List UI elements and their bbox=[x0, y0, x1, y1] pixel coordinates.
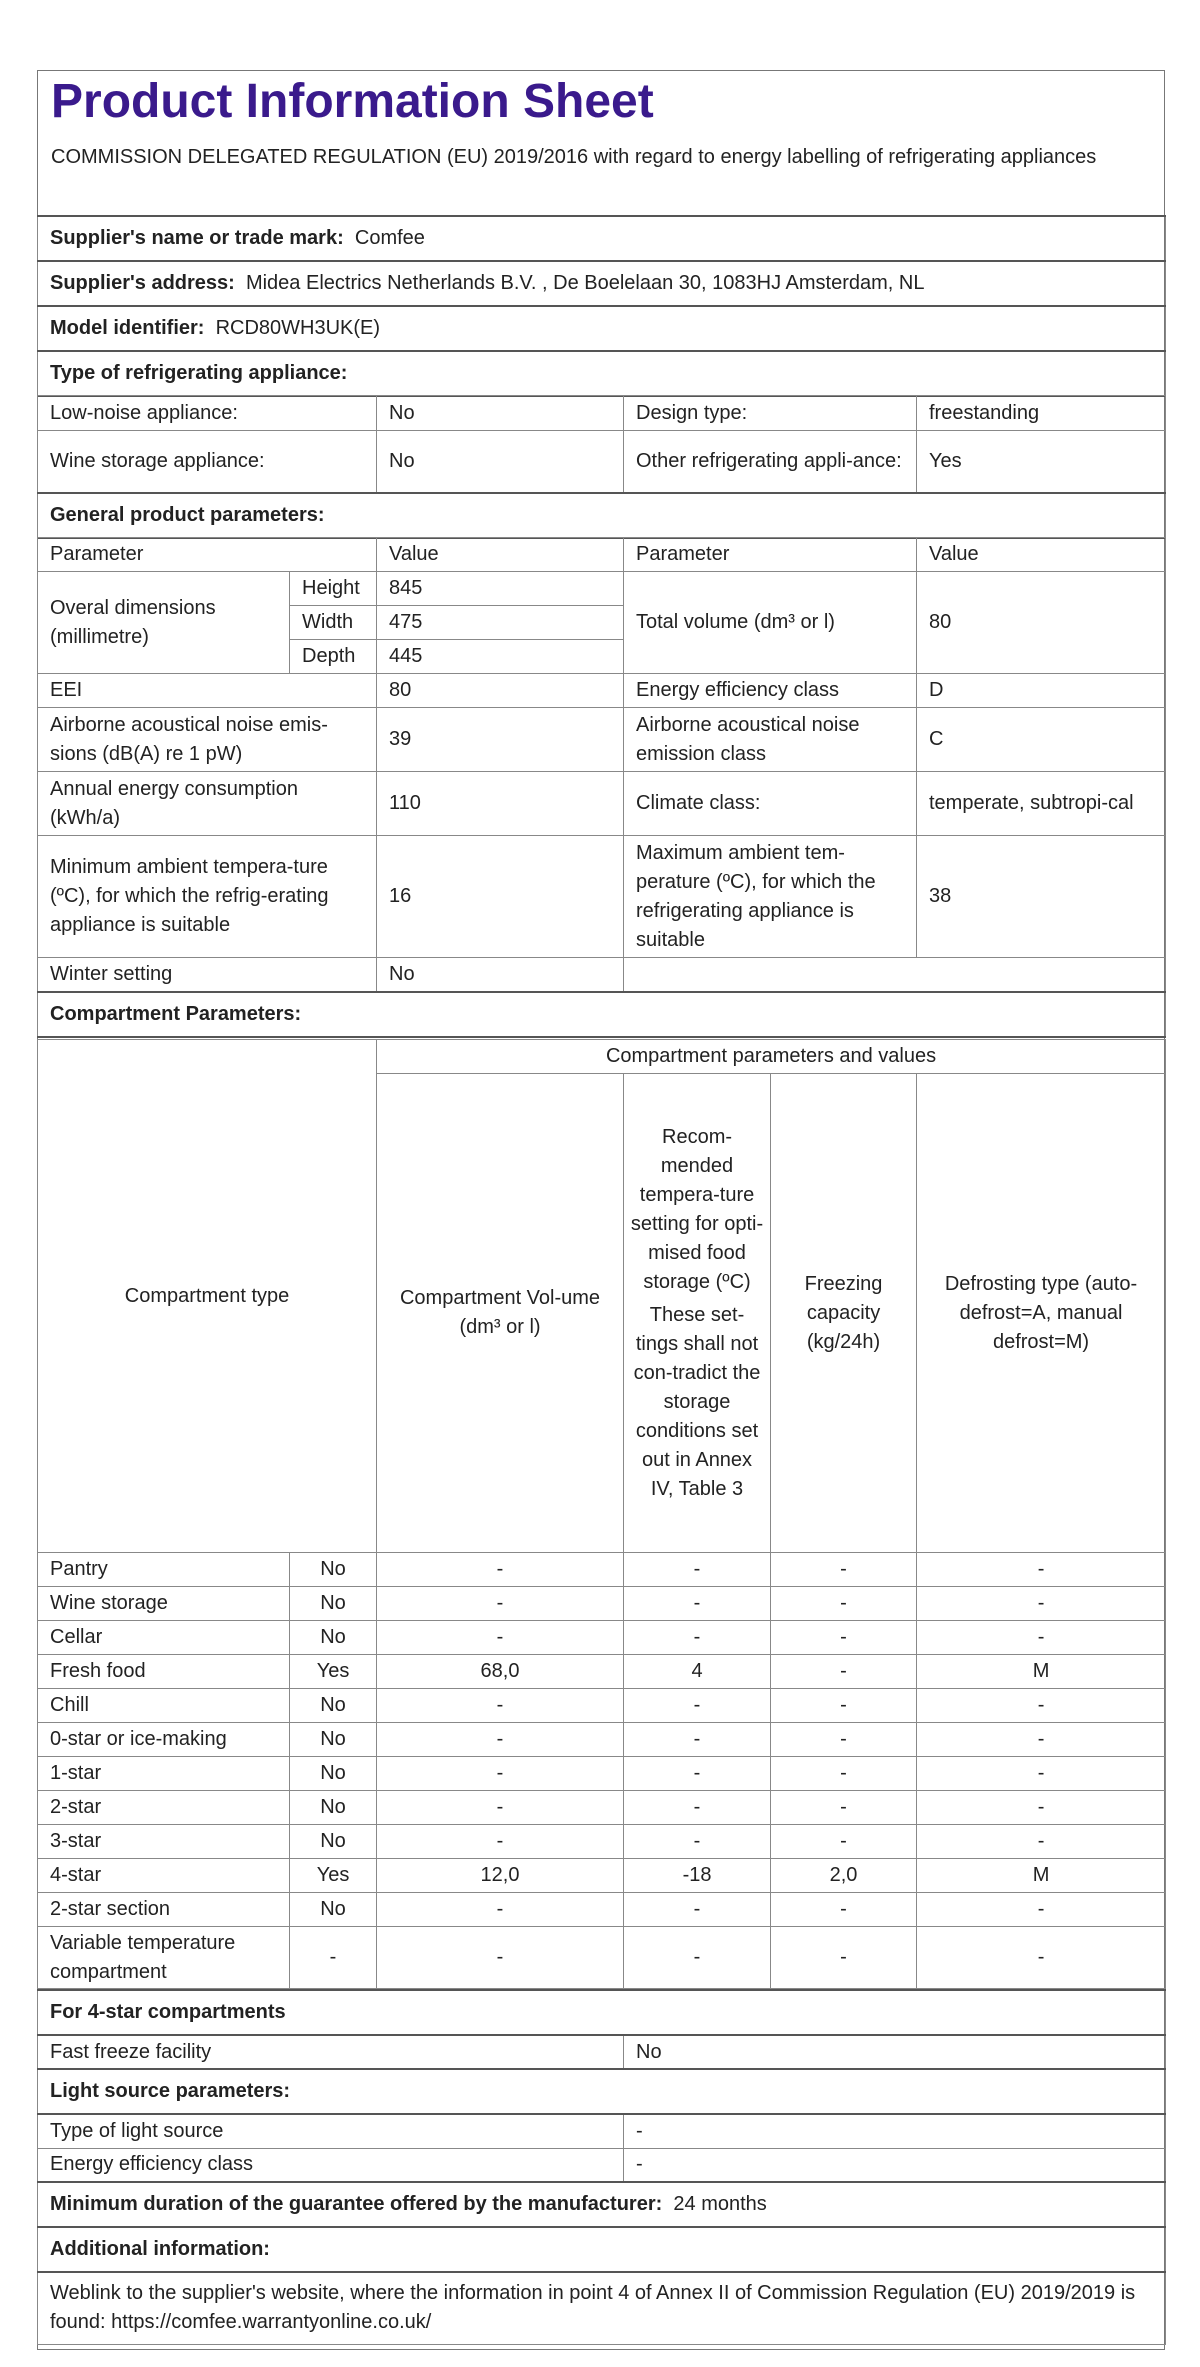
compartment-volume: - bbox=[377, 1791, 624, 1825]
type-heading: Type of refrigerating appliance: bbox=[38, 351, 1166, 396]
compartment-temp: - bbox=[624, 1621, 771, 1655]
compartment-temp: - bbox=[624, 1689, 771, 1723]
compartment-temp: - bbox=[624, 1553, 771, 1587]
compartment-temp: - bbox=[624, 1587, 771, 1621]
compartment-defrost: - bbox=[917, 1893, 1166, 1927]
address-row bbox=[38, 261, 1166, 306]
low-noise-label: Low-noise appliance: bbox=[38, 396, 377, 431]
compartment-present: No bbox=[290, 1757, 377, 1791]
compartment-temp: - bbox=[624, 1757, 771, 1791]
value-header-2: Value bbox=[917, 538, 1166, 572]
compartment-present: No bbox=[290, 1723, 377, 1757]
supplier-table bbox=[37, 215, 1166, 397]
compartment-temp: - bbox=[624, 1825, 771, 1859]
param-header: Parameter bbox=[38, 538, 377, 572]
noise-label: Airborne acoustical noise emis-sions (dB(A) re 1 pW) bbox=[38, 708, 377, 772]
other-appliance-value: Yes bbox=[917, 431, 1166, 493]
depth-value: 445 bbox=[377, 640, 624, 674]
noise-class-value: C bbox=[917, 708, 1166, 772]
compartment-defrost: M bbox=[917, 1859, 1166, 1893]
eec-label: Energy efficiency class bbox=[624, 674, 917, 708]
guarantee-row bbox=[38, 2182, 1166, 2227]
total-volume-label: Total volume (dm³ or l) bbox=[624, 572, 917, 674]
compartment-present: Yes bbox=[290, 1655, 377, 1689]
compartment-name: 1-star bbox=[38, 1757, 290, 1791]
climate-value: temperate, subtropi-cal bbox=[917, 772, 1166, 836]
compartment-present: No bbox=[290, 1689, 377, 1723]
compartment-freezing: - bbox=[771, 1689, 917, 1723]
address-label: Supplier's address: bbox=[50, 272, 235, 294]
compartment-name: Cellar bbox=[38, 1621, 290, 1655]
fast-freeze-value: No bbox=[624, 2035, 1166, 2069]
design-type-label: Design type: bbox=[624, 396, 917, 431]
height-value: 845 bbox=[377, 572, 624, 606]
compartment-freezing: - bbox=[771, 1723, 917, 1757]
compartment-name: Pantry bbox=[38, 1553, 290, 1587]
other-appliance-label: Other refrigerating appli-ance: bbox=[624, 431, 917, 493]
temp-header-title: Recom-mended tempera-ture setting for opti-mised food storage (ºC) bbox=[630, 1125, 764, 1293]
compartment-row bbox=[38, 1927, 1166, 1989]
width-label: Width bbox=[290, 606, 377, 640]
compartment-name: Variable temperature compartment bbox=[38, 1927, 290, 1989]
compartment-volume: 68,0 bbox=[377, 1655, 624, 1689]
compartment-defrost: - bbox=[917, 1757, 1166, 1791]
eec-value: D bbox=[917, 674, 1166, 708]
guarantee-value: 24 months bbox=[673, 2193, 767, 2215]
min-temp-label: Minimum ambient tempera-ture (ºC), for which the refrig-erating appliance is suitable bbox=[38, 836, 377, 958]
winter-value: No bbox=[377, 958, 624, 992]
general-parameters-table bbox=[37, 537, 1166, 1038]
depth-label: Depth bbox=[290, 640, 377, 674]
compartment-present: No bbox=[290, 1587, 377, 1621]
model-row bbox=[38, 306, 1166, 351]
low-noise-value: No bbox=[377, 396, 624, 431]
compartment-freezing: - bbox=[771, 1587, 917, 1621]
compartment-row bbox=[38, 1825, 1166, 1859]
winter-label: Winter setting bbox=[38, 958, 377, 992]
supplier-value: Comfee bbox=[354, 227, 425, 249]
footer-table bbox=[37, 1989, 1166, 2345]
compartment-volume: - bbox=[377, 1587, 624, 1621]
compartment-row bbox=[38, 1859, 1166, 1893]
compartment-temp: - bbox=[624, 1791, 771, 1825]
compartment-freezing: - bbox=[771, 1927, 917, 1989]
additional-heading: Additional information: bbox=[38, 2227, 1166, 2272]
compartment-freezing: - bbox=[771, 1893, 917, 1927]
compartment-name: 2-star bbox=[38, 1791, 290, 1825]
compartment-name: 3-star bbox=[38, 1825, 290, 1859]
compartment-rows bbox=[38, 1553, 1166, 1989]
compartment-defrost: - bbox=[917, 1825, 1166, 1859]
design-type-value: freestanding bbox=[917, 396, 1166, 431]
compartment-row bbox=[38, 1553, 1166, 1587]
compartment-name: Wine storage bbox=[38, 1587, 290, 1621]
weblink-text: Weblink to the supplier's website, where the information in point 4 of Annex II of Commission Regulation (EU) 2019/2019 is found: https://comfee.warrantyonline.co.uk/ bbox=[38, 2272, 1166, 2344]
compartment-present: No bbox=[290, 1621, 377, 1655]
compartment-row bbox=[38, 1689, 1166, 1723]
compartment-freezing: - bbox=[771, 1791, 917, 1825]
max-temp-label: Maximum ambient tem-perature (ºC), for which the refrigerating appliance is suitable bbox=[624, 836, 917, 958]
dimensions-label: Overal dimensions (millimetre) bbox=[38, 572, 290, 674]
compartment-type-header: Compartment type bbox=[38, 1040, 377, 1553]
compartment-present: No bbox=[290, 1893, 377, 1927]
compartment-row bbox=[38, 1757, 1166, 1791]
compartment-temp: - bbox=[624, 1927, 771, 1989]
compartment-defrost: - bbox=[917, 1927, 1166, 1989]
compartment-volume: - bbox=[377, 1723, 624, 1757]
compartment-name: 4-star bbox=[38, 1859, 290, 1893]
height-label: Height bbox=[290, 572, 377, 606]
compartment-name: Fresh food bbox=[38, 1655, 290, 1689]
address-value: Midea Electrics Netherlands B.V. , De Boelelaan 30, 1083HJ Amsterdam, NL bbox=[245, 272, 925, 294]
light-eec-value: - bbox=[624, 2148, 1166, 2182]
compartment-temp: -18 bbox=[624, 1859, 771, 1893]
light-eec-label: Energy efficiency class bbox=[38, 2148, 624, 2182]
freezing-header: Freezing capacity (kg/24h) bbox=[771, 1074, 917, 1553]
compartment-defrost: - bbox=[917, 1689, 1166, 1723]
compartment-defrost: - bbox=[917, 1791, 1166, 1825]
compartment-heading: Compartment Parameters: bbox=[38, 992, 1166, 1037]
max-temp-value: 38 bbox=[917, 836, 1166, 958]
supplier-row bbox=[38, 216, 1166, 261]
model-value: RCD80WH3UK(E) bbox=[215, 317, 381, 339]
regulation-subtitle: COMMISSION DELEGATED REGULATION (EU) 2019/2016 with regard to energy labelling of refrigerating appliances bbox=[51, 146, 1097, 168]
compartment-row bbox=[38, 1587, 1166, 1621]
compartment-name: Chill bbox=[38, 1689, 290, 1723]
compartment-present: No bbox=[290, 1825, 377, 1859]
temp-header bbox=[624, 1074, 771, 1553]
width-value: 475 bbox=[377, 606, 624, 640]
eei-label: EEI bbox=[38, 674, 377, 708]
guarantee-label: Minimum duration of the guarantee offered by the manufacturer: bbox=[50, 2193, 663, 2215]
compartment-volume: - bbox=[377, 1825, 624, 1859]
climate-label: Climate class: bbox=[624, 772, 917, 836]
compartment-row bbox=[38, 1723, 1166, 1757]
light-type-label: Type of light source bbox=[38, 2114, 624, 2148]
compartment-defrost: - bbox=[917, 1621, 1166, 1655]
compartment-freezing: - bbox=[771, 1621, 917, 1655]
param-header-2: Parameter bbox=[624, 538, 917, 572]
page-title: Product Information Sheet bbox=[51, 75, 654, 128]
supplier-label: Supplier's name or trade mark: bbox=[50, 227, 344, 249]
compartment-volume: - bbox=[377, 1757, 624, 1791]
compartment-present: - bbox=[290, 1927, 377, 1989]
eei-value: 80 bbox=[377, 674, 624, 708]
value-header: Value bbox=[377, 538, 624, 572]
volume-header: Compartment Vol-ume (dm³ or l) bbox=[377, 1074, 624, 1553]
appliance-type-table bbox=[37, 395, 1166, 539]
compartment-freezing: 2,0 bbox=[771, 1859, 917, 1893]
compartment-volume: - bbox=[377, 1553, 624, 1587]
compartment-freezing: - bbox=[771, 1655, 917, 1689]
compartment-row bbox=[38, 1791, 1166, 1825]
light-heading: Light source parameters: bbox=[38, 2069, 1166, 2114]
wine-storage-label: Wine storage appliance: bbox=[38, 431, 377, 493]
compartment-temp: - bbox=[624, 1893, 771, 1927]
empty-cell bbox=[624, 958, 1166, 992]
noise-class-label: Airborne acoustical noise emission class bbox=[624, 708, 917, 772]
model-label: Model identifier: bbox=[50, 317, 205, 339]
compartment-freezing: - bbox=[771, 1757, 917, 1791]
compartment-row bbox=[38, 1893, 1166, 1927]
compartment-temp: - bbox=[624, 1723, 771, 1757]
aec-value: 110 bbox=[377, 772, 624, 836]
compartment-name: 0-star or ice-making bbox=[38, 1723, 290, 1757]
compartment-row bbox=[38, 1655, 1166, 1689]
compartment-volume: - bbox=[377, 1893, 624, 1927]
aec-label: Annual energy consumption (kWh/a) bbox=[38, 772, 377, 836]
compartment-temp: 4 bbox=[624, 1655, 771, 1689]
compartment-freezing: - bbox=[771, 1553, 917, 1587]
light-type-value: - bbox=[624, 2114, 1166, 2148]
compartment-freezing: - bbox=[771, 1825, 917, 1859]
fast-freeze-label: Fast freeze facility bbox=[38, 2035, 624, 2069]
min-temp-value: 16 bbox=[377, 836, 624, 958]
compartment-table bbox=[37, 1039, 1166, 1989]
four-star-heading: For 4-star compartments bbox=[38, 1990, 1166, 2035]
compartment-defrost: - bbox=[917, 1553, 1166, 1587]
compartment-volume: - bbox=[377, 1621, 624, 1655]
compartment-present: No bbox=[290, 1553, 377, 1587]
wine-storage-value: No bbox=[377, 431, 624, 493]
compartment-defrost: - bbox=[917, 1587, 1166, 1621]
defrost-header: Defrosting type (auto-defrost=A, manual defrost=M) bbox=[917, 1074, 1166, 1553]
temp-header-note: These set-tings shall not con-tradict the storage conditions set out in Annex IV, Table 3 bbox=[633, 1303, 761, 1500]
compartment-volume: - bbox=[377, 1689, 624, 1723]
total-volume-value: 80 bbox=[917, 572, 1166, 674]
compartment-row bbox=[38, 1621, 1166, 1655]
compartment-defrost: M bbox=[917, 1655, 1166, 1689]
compartment-defrost: - bbox=[917, 1723, 1166, 1757]
compartment-present: No bbox=[290, 1791, 377, 1825]
noise-value: 39 bbox=[377, 708, 624, 772]
compartment-volume: 12,0 bbox=[377, 1859, 624, 1893]
compartment-present: Yes bbox=[290, 1859, 377, 1893]
compartment-name: 2-star section bbox=[38, 1893, 290, 1927]
general-heading: General product parameters: bbox=[38, 493, 1166, 538]
compartment-volume: - bbox=[377, 1927, 624, 1989]
compartment-group-header: Compartment parameters and values bbox=[377, 1040, 1166, 1074]
